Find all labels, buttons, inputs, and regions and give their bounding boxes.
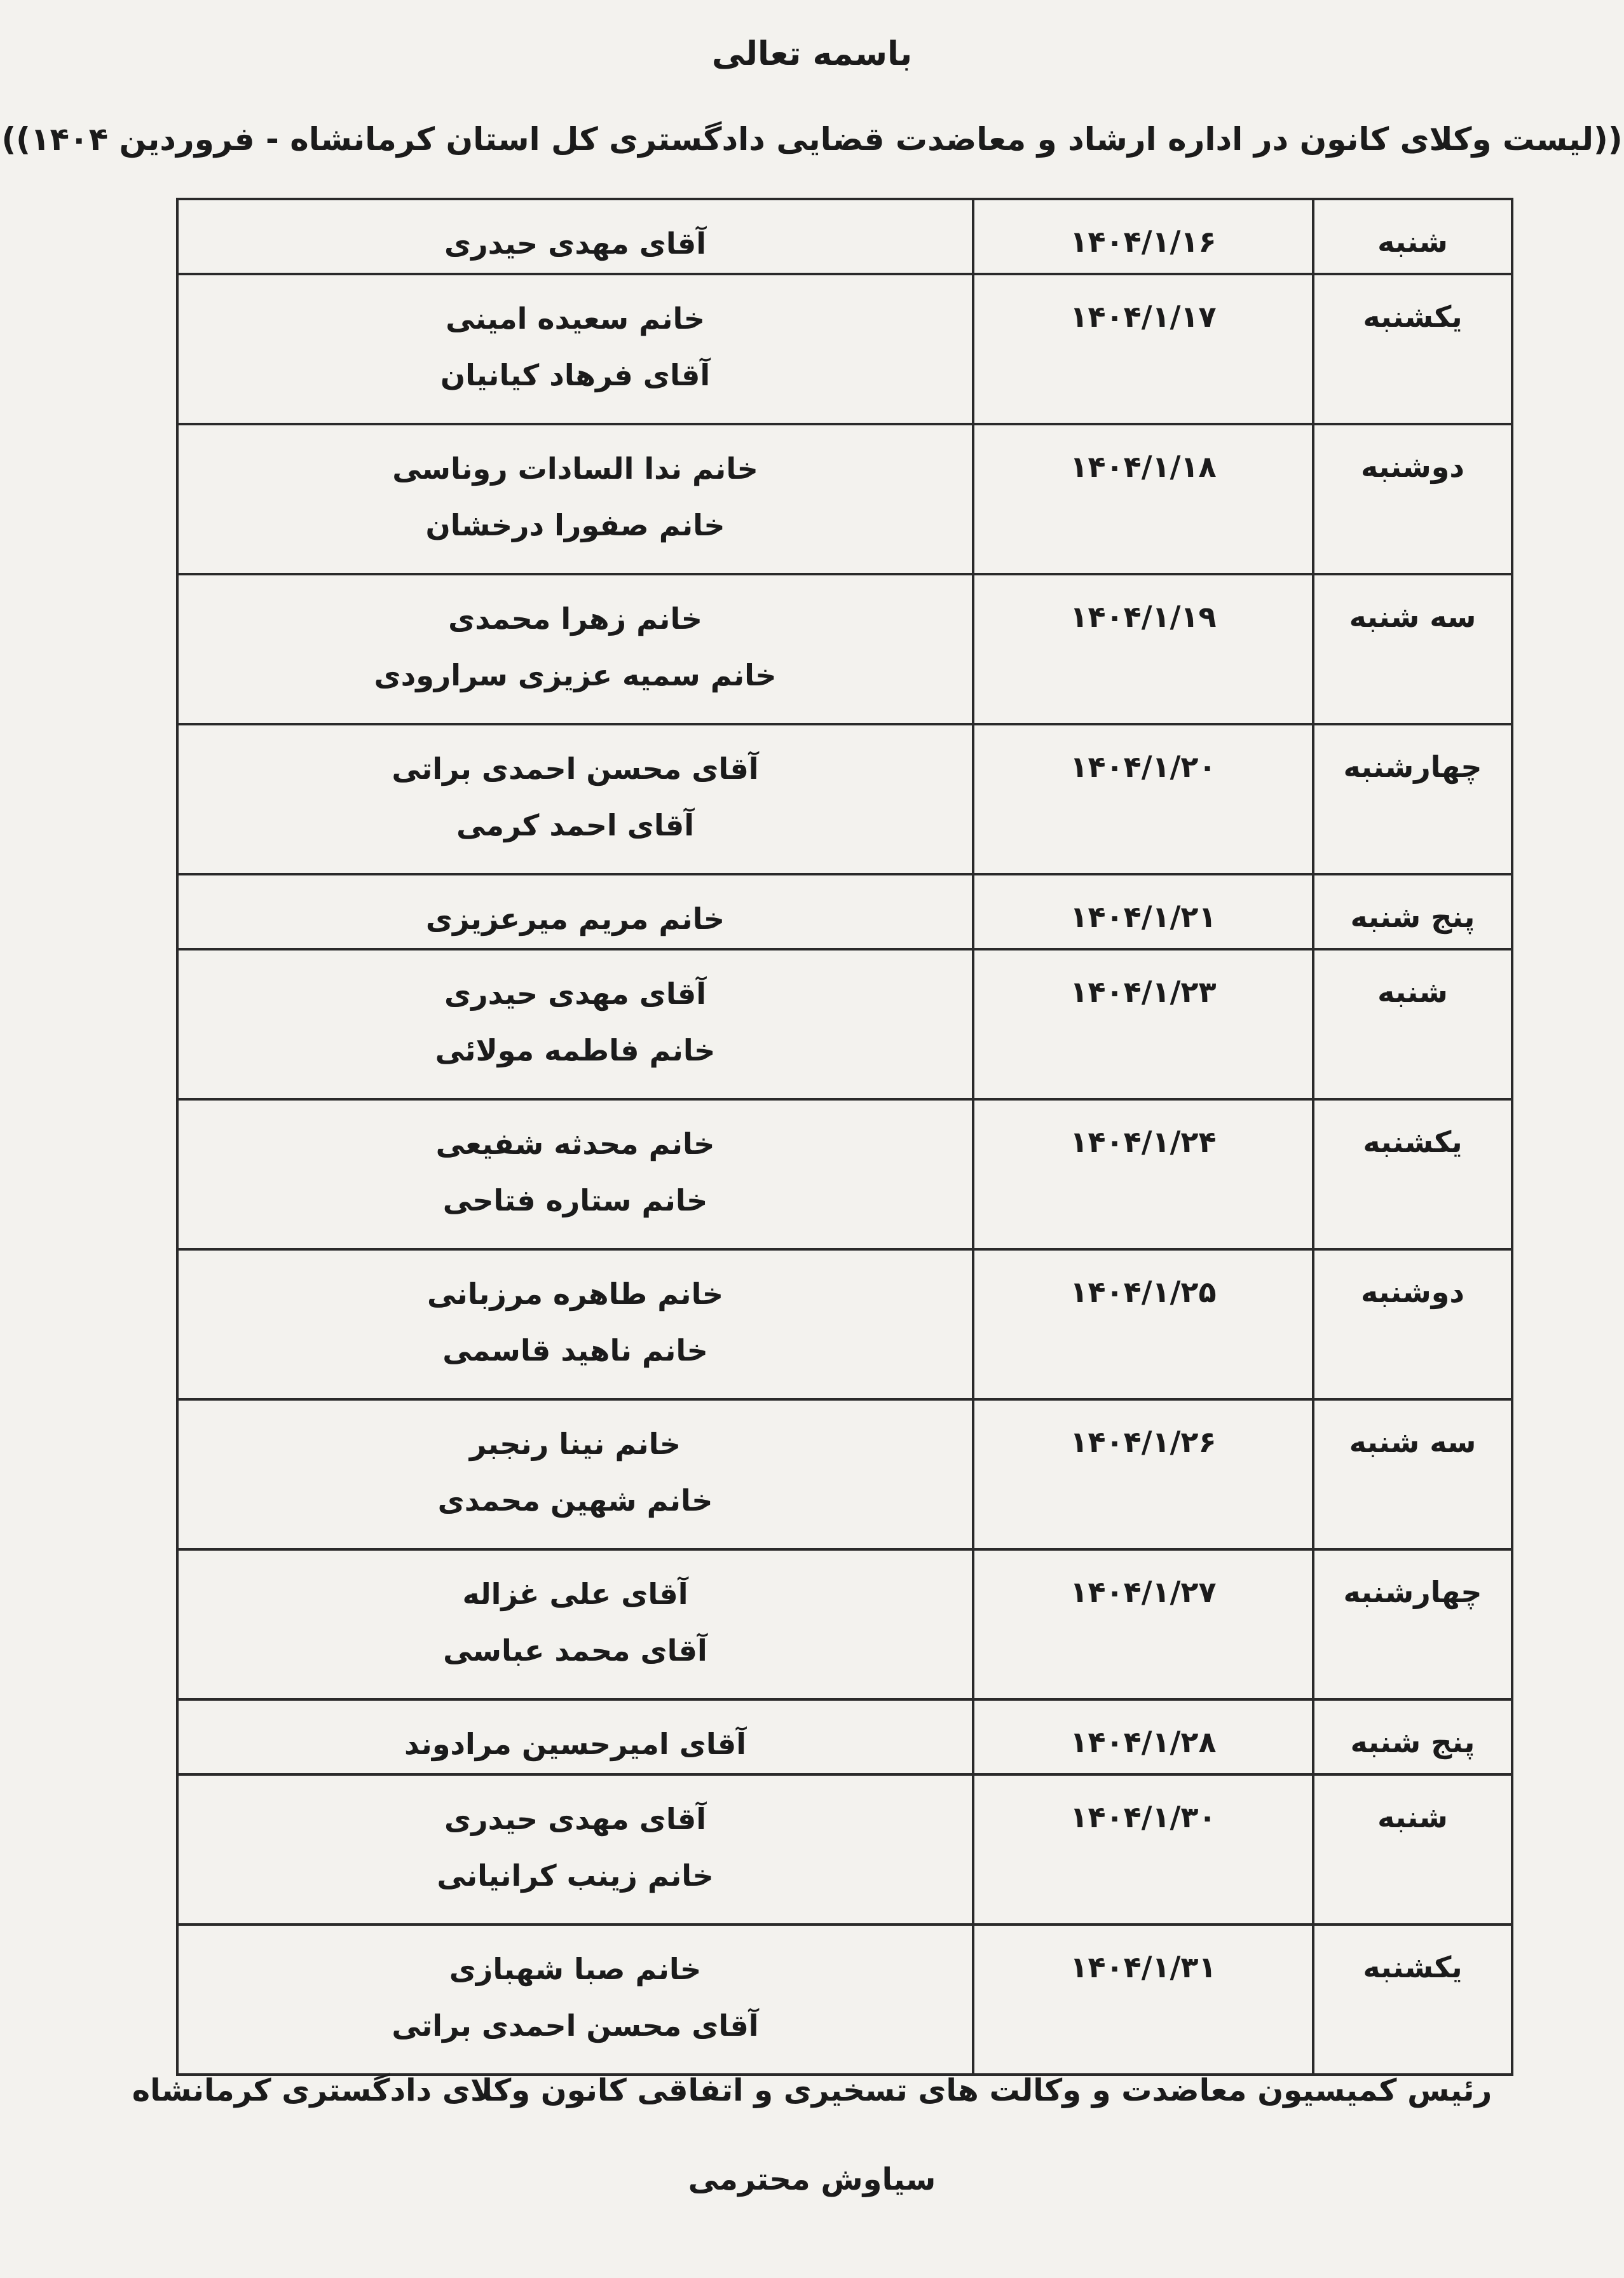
document-title: ((لیست وکلای کانون در اداره ارشاد و معاضدت قضایی دادگستری کل استان کرمانشاه - فروردین ۱۴۰۴)) bbox=[1, 121, 1623, 158]
lawyer-name: خانم صفورا درخشان bbox=[425, 508, 725, 542]
lawyers-cell bbox=[177, 199, 973, 274]
day-cell: شنبه bbox=[1313, 1774, 1512, 1925]
lawyer-name: آقای مهدی حیدری bbox=[444, 977, 707, 1011]
lawyer-name: خانم ناهید قاسمی bbox=[442, 1333, 708, 1368]
lawyer-name: آقای مهدی حیدری bbox=[444, 1802, 707, 1836]
invocation-heading: باسمه تعالی bbox=[711, 35, 913, 73]
day-cell: دوشنبه bbox=[1313, 424, 1512, 574]
lawyer-name: خانم سعیده امینی bbox=[446, 301, 705, 336]
lawyer-name: آقای احمد کرمی bbox=[456, 808, 695, 842]
date-cell: ۱۴۰۴/۱/۲۰ bbox=[973, 724, 1313, 874]
lawyers-cell bbox=[177, 1699, 973, 1774]
day-cell: پنج شنبه bbox=[1313, 1699, 1512, 1774]
lawyer-name: خانم صبا شهبازی bbox=[449, 1952, 702, 1986]
lawyer-name: آقای محسن احمدی براتی bbox=[392, 2008, 759, 2043]
lawyer-name: خانم ستاره فتاحی bbox=[442, 1183, 708, 1218]
schedule-row bbox=[177, 1925, 1512, 2075]
lawyers-cell bbox=[177, 574, 973, 724]
schedule-row bbox=[177, 574, 1512, 724]
schedule-row bbox=[177, 424, 1512, 574]
signature-title: رئیس کمیسیون معاضدت و وکالت های تسخیری و اتفاقی کانون وکلای دادگستری کرمانشاه bbox=[132, 2073, 1492, 2108]
date-cell: ۱۴۰۴/۱/۱۹ bbox=[973, 574, 1313, 724]
schedule-row bbox=[177, 1549, 1512, 1699]
lawyer-name: خانم طاهره مرزبانی bbox=[427, 1277, 723, 1311]
day-cell: یکشنبه bbox=[1313, 1925, 1512, 2075]
date-cell: ۱۴۰۴/۱/۳۰ bbox=[973, 1774, 1313, 1925]
date-cell: ۱۴۰۴/۱/۲۱ bbox=[973, 874, 1313, 949]
day-cell: یکشنبه bbox=[1313, 1099, 1512, 1249]
lawyer-name: خانم ندا السادات روناسی bbox=[392, 451, 758, 486]
lawyer-name: آقای فرهاد کیانیان bbox=[440, 358, 711, 392]
lawyer-name: آقای محسن احمدی براتی bbox=[392, 751, 759, 786]
schedule-row bbox=[177, 1699, 1512, 1774]
schedule-row bbox=[177, 274, 1512, 424]
schedule-body bbox=[177, 199, 1512, 2075]
schedule-row bbox=[177, 1399, 1512, 1549]
signer-name: سیاوش محترمی bbox=[688, 2162, 936, 2197]
lawyers-cell bbox=[177, 1399, 973, 1549]
lawyer-name: آقای امیرحسین مرادوند bbox=[404, 1727, 747, 1761]
schedule-row bbox=[177, 1099, 1512, 1249]
day-cell: سه شنبه bbox=[1313, 1399, 1512, 1549]
lawyer-name: خانم زینب کرانیانی bbox=[437, 1858, 714, 1893]
lawyers-cell bbox=[177, 874, 973, 949]
lawyer-name: خانم سمیه عزیزی سرارودی bbox=[374, 658, 777, 692]
day-cell: دوشنبه bbox=[1313, 1249, 1512, 1399]
lawyers-cell bbox=[177, 1925, 973, 2075]
lawyer-name: خانم شهین محمدی bbox=[437, 1483, 713, 1518]
lawyer-name: خانم زهرا محمدی bbox=[448, 601, 702, 636]
lawyers-cell bbox=[177, 1774, 973, 1925]
schedule-row bbox=[177, 1774, 1512, 1925]
lawyers-cell bbox=[177, 1249, 973, 1399]
lawyers-cell bbox=[177, 274, 973, 424]
day-cell: پنج شنبه bbox=[1313, 874, 1512, 949]
lawyer-name: خانم فاطمه مولائی bbox=[435, 1033, 716, 1067]
lawyers-cell bbox=[177, 1099, 973, 1249]
date-cell: ۱۴۰۴/۱/۲۶ bbox=[973, 1399, 1313, 1549]
date-cell: ۱۴۰۴/۱/۲۵ bbox=[973, 1249, 1313, 1399]
date-cell: ۱۴۰۴/۱/۲۳ bbox=[973, 949, 1313, 1099]
lawyer-name: آقای محمد عباسی bbox=[443, 1633, 707, 1668]
schedule-row bbox=[177, 874, 1512, 949]
day-cell: چهارشنبه bbox=[1313, 1549, 1512, 1699]
date-cell: ۱۴۰۴/۱/۱۸ bbox=[973, 424, 1313, 574]
schedule-row bbox=[177, 1249, 1512, 1399]
date-cell: ۱۴۰۴/۱/۲۴ bbox=[973, 1099, 1313, 1249]
schedule-row bbox=[177, 949, 1512, 1099]
day-cell: چهارشنبه bbox=[1313, 724, 1512, 874]
day-cell: سه شنبه bbox=[1313, 574, 1512, 724]
lawyer-name: خانم مریم میرعزیزی bbox=[425, 902, 725, 936]
day-cell: شنبه bbox=[1313, 949, 1512, 1099]
lawyers-cell bbox=[177, 949, 973, 1099]
date-cell: ۱۴۰۴/۱/۳۱ bbox=[973, 1925, 1313, 2075]
lawyer-name: خانم محدثه شفیعی bbox=[435, 1127, 715, 1161]
schedule-row bbox=[177, 199, 1512, 274]
date-cell: ۱۴۰۴/۱/۱۶ bbox=[973, 199, 1313, 274]
date-cell: ۱۴۰۴/۱/۱۷ bbox=[973, 274, 1313, 424]
date-cell: ۱۴۰۴/۱/۲۸ bbox=[973, 1699, 1313, 1774]
lawyers-cell bbox=[177, 724, 973, 874]
day-cell: یکشنبه bbox=[1313, 274, 1512, 424]
lawyer-name: آقای مهدی حیدری bbox=[444, 226, 707, 261]
date-cell: ۱۴۰۴/۱/۲۷ bbox=[973, 1549, 1313, 1699]
schedule-row bbox=[177, 724, 1512, 874]
schedule-table bbox=[176, 198, 1513, 2076]
lawyers-cell bbox=[177, 424, 973, 574]
day-cell: شنبه bbox=[1313, 199, 1512, 274]
lawyer-name: آقای علی غزاله bbox=[462, 1577, 688, 1611]
lawyer-name: خانم نینا رنجبر bbox=[469, 1427, 681, 1461]
lawyers-cell bbox=[177, 1549, 973, 1699]
